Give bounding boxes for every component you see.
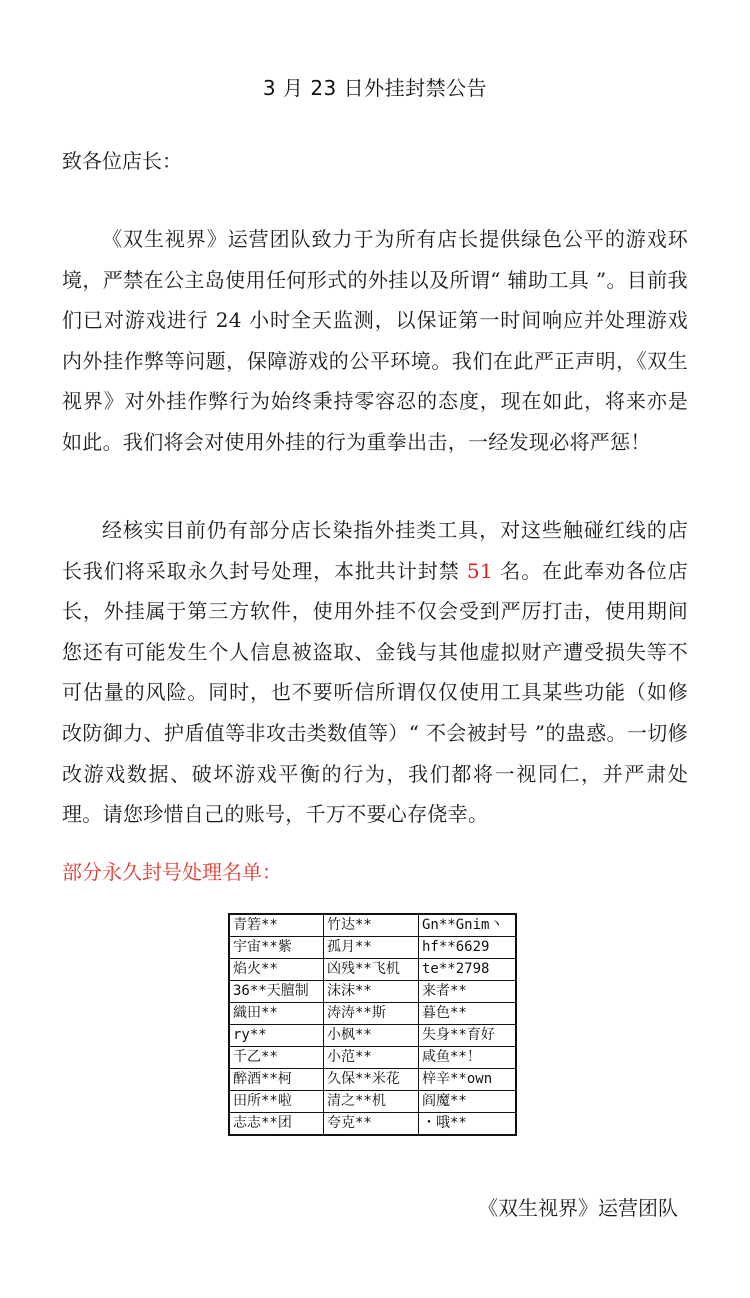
table-row [229, 959, 516, 981]
table-cell: ry** [229, 1025, 324, 1047]
table-cell: 青箬** [229, 914, 324, 937]
table-cell: 来者** [419, 981, 517, 1003]
table-cell: 小枫** [324, 1025, 419, 1047]
signature: 《双生视界》运营团队 [478, 1196, 678, 1220]
table-cell: 清之**机 [324, 1091, 419, 1113]
paragraph-text-before: 经核实目前仍有部分店长染指外挂类工具，对这些触碰红线的店长我们将采取永久封号处理，本批共计封禁 [62, 518, 688, 583]
table-cell: ・哦** [419, 1113, 517, 1136]
table-cell: 千乙** [229, 1047, 324, 1069]
table-row [229, 914, 516, 937]
table-cell: 沫沫** [324, 981, 419, 1003]
table-row [229, 981, 516, 1003]
table-cell: 久保**米花 [324, 1069, 419, 1091]
salutation: 致各位店长： [62, 149, 182, 173]
table-row [229, 1069, 516, 1091]
table-cell: 涛涛**斯 [324, 1003, 419, 1025]
paragraph-text-after: 名。在此奉劝各位店长，外挂属于第三方软件，使用外挂不仅会受到严厉打击，使用期间您还有可能发生个人信息被盗取、金钱与其他虚拟财产遭受损失等不可估量的风险。同时，也不要听信所谓仅仅使用工具某些功能（如修改防御力、护盾值等非攻击类数值等）“ 不会被封号 ”的蛊惑。一切修改游戏数据、破坏游戏平衡的行为，我们都将一视同仁，并严肃处理。请您珍惜自己的账号，千万不要心存侥幸。 [62, 558, 688, 827]
table-cell: Gn**Gnim丶 [419, 914, 517, 937]
table-row [229, 937, 516, 959]
table-cell: 竹达** [324, 914, 419, 937]
table-cell: 夸克** [324, 1113, 419, 1136]
table-cell: 焰火** [229, 959, 324, 981]
table-cell: 志志**团 [229, 1113, 324, 1136]
ban-list-table [228, 913, 517, 1136]
table-cell: 孤月** [324, 937, 419, 959]
table-cell: 田所**啦 [229, 1091, 324, 1113]
table-cell: 失身**育好 [419, 1025, 517, 1047]
table-cell: 小范** [324, 1047, 419, 1069]
table-cell: 暮色** [419, 1003, 517, 1025]
table-cell: 宇宙**紫 [229, 937, 324, 959]
table-row [229, 1113, 516, 1136]
table-row [229, 1091, 516, 1113]
table-cell: 阎魔** [419, 1091, 517, 1113]
table-cell: 凶残**飞机 [324, 959, 419, 981]
paragraph-ban-details [62, 510, 688, 835]
table-row [229, 1047, 516, 1069]
table-cell: 醉酒**柯 [229, 1069, 324, 1091]
table-row [229, 1003, 516, 1025]
announcement-title: 3 月 23 日外挂封禁公告 [262, 76, 488, 100]
ban-count: 51 [466, 558, 493, 583]
table-cell: 咸鱼**！ [419, 1047, 517, 1069]
table-cell: 36**天膻制 [229, 981, 324, 1003]
ban-list-heading: 部分永久封号处理名单： [62, 860, 282, 884]
paragraph-intro: 《双生视界》运营团队致力于为所有店长提供绿色公平的游戏环境，严禁在公主岛使用任何形式的外挂以及所谓“ 辅助工具 ”。目前我们已对游戏进行 24 小时全天监测，以保证第一时间响应并处理游戏内外挂作弊等问题，保障游戏的公平环境。我们在此严正声明，《双生视界》对外挂作弊行为始终秉持零容忍的态度，现在如此，将来亦是如此。我们将会对使用外挂的行为重拳出击，一经发现必将严惩！ [62, 227, 688, 454]
table-cell: 梓辛**own [419, 1069, 517, 1091]
table-cell: hf**6629 [419, 937, 517, 959]
table-cell: te**2798 [419, 959, 517, 981]
table-row [229, 1025, 516, 1047]
table-cell: 織田** [229, 1003, 324, 1025]
